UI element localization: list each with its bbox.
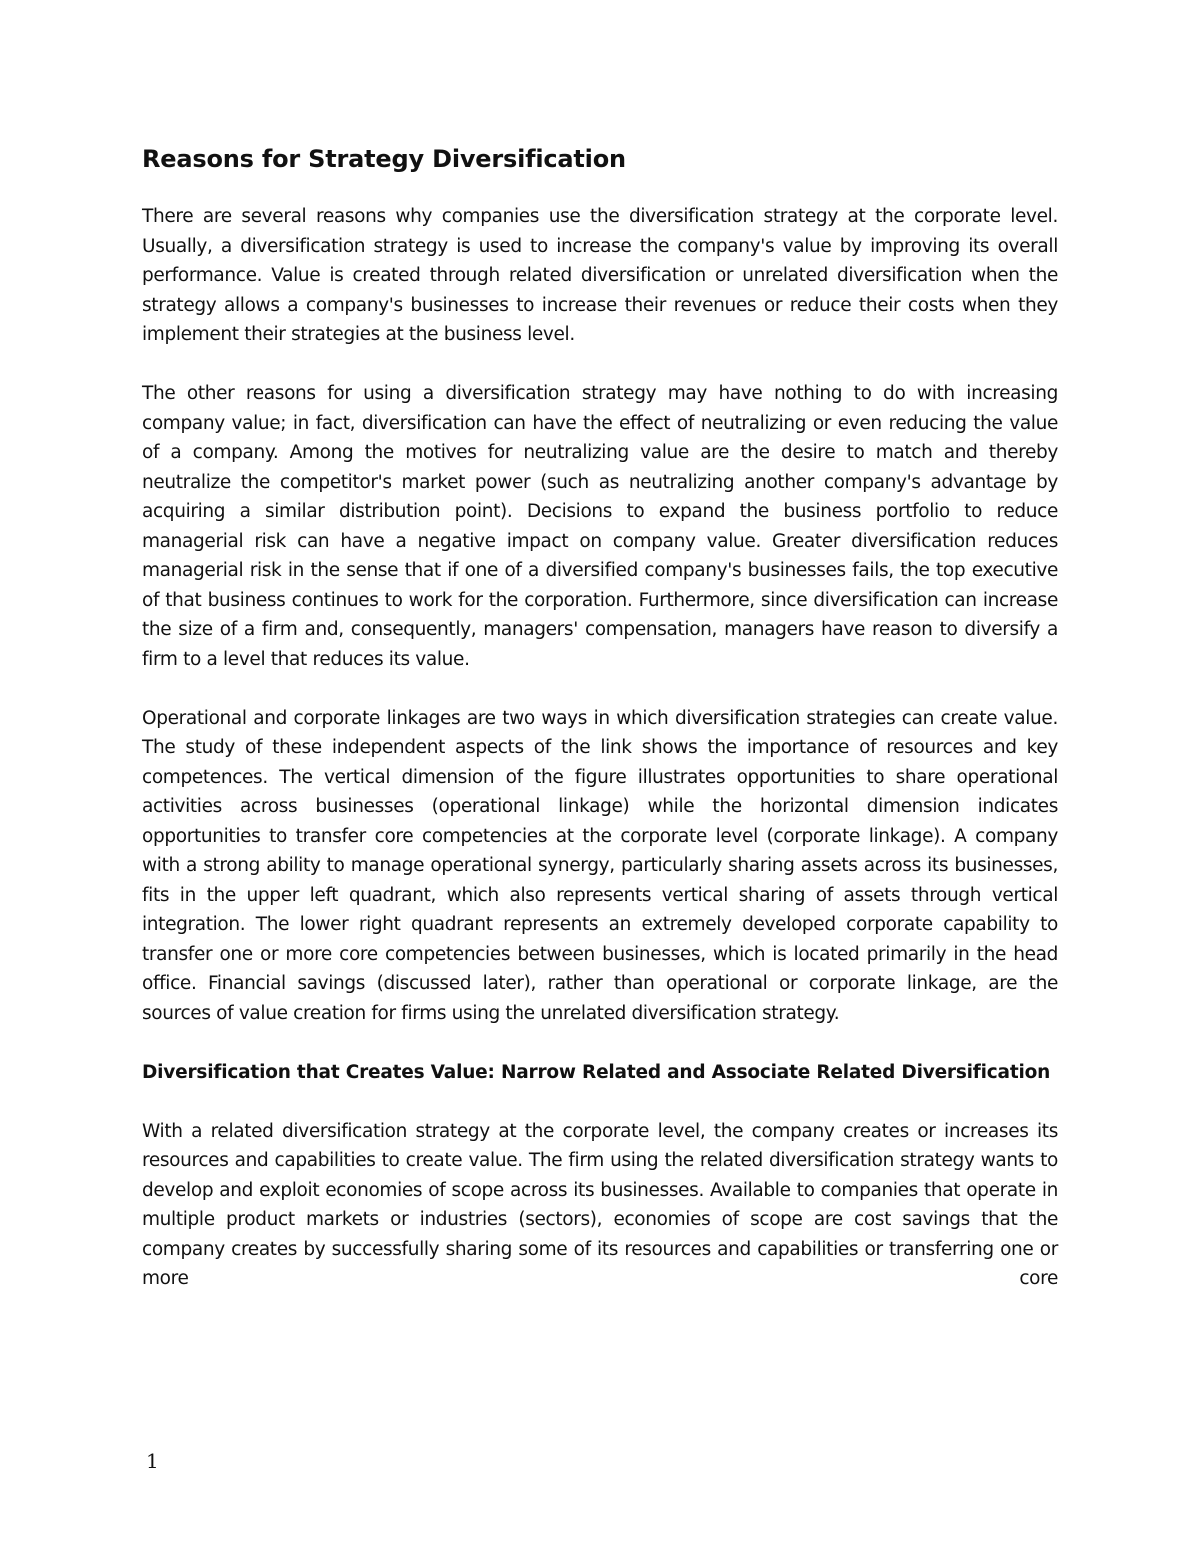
- page-content: [142, 142, 1058, 1294]
- paragraph-2: The other reasons for using a diversification strategy may have nothing to do with increasing company value; in fact, diversification can have the effect of neutralizing or even reducing the value of a company. Among the motives for neutralizing value are the desire to match and thereby neutralize the competitor's market power (such as neutralizing another company's advantage by acquiring a similar distribution point). Decisions to expand the business portfolio to reduce managerial risk can have a negative impact on company value. Greater diversification reduces managerial risk in the sense that if one of a diversified company's businesses fails, the top executive of that business continues to work for the corporation. Furthermore, since diversification can increase the size of a firm and, consequently, managers' compensation, managers have reason to diversify a firm to a level that reduces its value.: [142, 383, 1058, 670]
- section-heading: Diversification that Creates Value: Narrow Related and Associate Related Diversification: [142, 1061, 1051, 1083]
- page-number: 1: [146, 1449, 159, 1473]
- paragraph-4: With a related diversification strategy at the corporate level, the company creates or increases its resources and capabilities to create value. The firm using the related diversification strategy wants to develop and exploit economies of scope across its businesses. Available to companies that operate in multiple product markets or industries (sectors), economies of scope are cost savings that the company creates by successfully sharing some of its resources and capabilities or transferring one or more core: [142, 1120, 1058, 1289]
- paragraph-3: Operational and corporate linkages are two ways in which diversification strategies can create value. The study of these independent aspects of the link shows the importance of resources and key competences. The vertical dimension of the figure illustrates opportunities to share operational activities across businesses (operational linkage) while the horizontal dimension indicates opportunities to transfer core competencies at the corporate level (corporate linkage). A company with a strong ability to manage operational synergy, particularly sharing assets across its businesses, fits in the upper left quadrant, which also represents vertical sharing of assets through vertical integration. The lower right quadrant represents an extremely developed corporate capability to transfer one or more core competencies between businesses, which is located primarily in the head office. Financial savings (discussed later), rather than operational or corporate linkage, are the sources of value creation for firms using the unrelated diversification strategy.: [142, 707, 1058, 1024]
- paragraph-1: There are several reasons why companies use the diversification strategy at the corporate level. Usually, a diversification strategy is used to increase the company's value by improving its overall performance. Value is created through related diversification or unrelated diversification when the strategy allows a company's businesses to increase their revenues or reduce their costs when they implement their strategies at the business level.: [142, 206, 1058, 345]
- page-title: Reasons for Strategy Diversification: [142, 145, 626, 173]
